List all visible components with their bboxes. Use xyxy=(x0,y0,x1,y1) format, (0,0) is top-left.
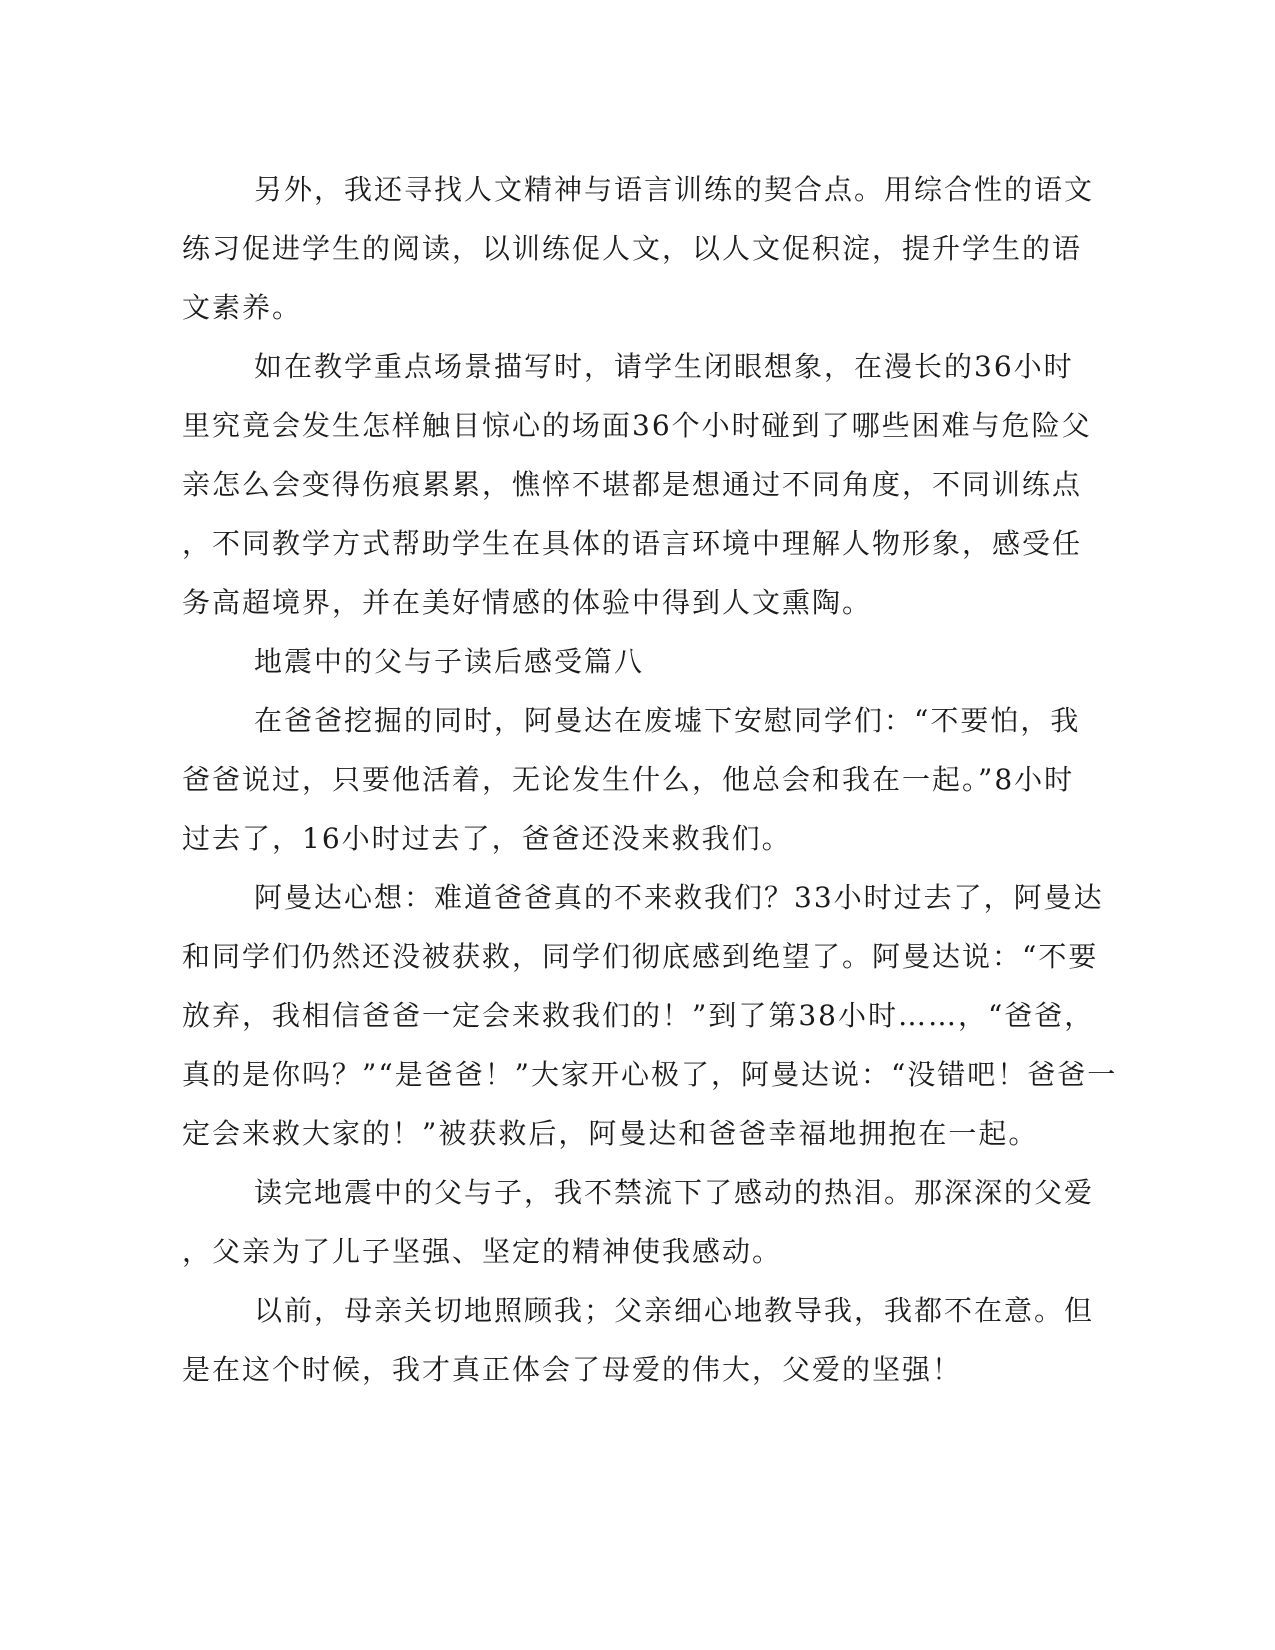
paragraph-line: 另外，我还寻找人文精神与语言训练的契合点。用综合性的语文 xyxy=(254,173,1095,206)
paragraph-line: 放弃，我相信爸爸一定会来救我们的！”到了第38小时……，“爸爸， xyxy=(182,999,1095,1032)
paragraph-line: 是在这个时候，我才真正体会了母爱的伟大，父爱的坚强！ xyxy=(182,1353,963,1386)
paragraph-line: 务高超境界，并在美好情感的体验中得到人文熏陶。 xyxy=(182,586,873,619)
paragraph-line: 真的是你吗？”“是爸爸！”大家开心极了，阿曼达说：“没错吧！爸爸一 xyxy=(182,1058,1118,1091)
paragraph-line: 里究竟会发生怎样触目惊心的场面36个小时碰到了哪些困难与危险父 xyxy=(182,409,1092,442)
paragraph-line: 爸爸说过，只要他活着，无论发生什么，他总会和我在一起。”8小时 xyxy=(182,763,1075,796)
paragraph-line: 定会来救大家的！”被获救后，阿曼达和爸爸幸福地拥抱在一起。 xyxy=(182,1117,1039,1150)
paragraph-line: ，不同教学方式帮助学生在具体的语言环境中理解人物形象，感受任 xyxy=(182,527,1083,560)
paragraph-line: 读完地震中的父与子，我不禁流下了感动的热泪。那深深的父爱 xyxy=(254,1176,1095,1209)
section-heading: 地震中的父与子读后感受篇八 xyxy=(254,645,645,678)
paragraph-line: 和同学们仍然还没被获救，同学们彻底感到绝望了。阿曼达说：“不要 xyxy=(182,940,1099,973)
paragraph-line: 阿曼达心想：难道爸爸真的不来救我们？33小时过去了，阿曼达 xyxy=(254,881,1104,914)
paragraph-line: 如在教学重点场景描写时，请学生闭眼想象，在漫长的36小时 xyxy=(254,350,1074,383)
paragraph-line: 过去了，16小时过去了，爸爸还没来救我们。 xyxy=(182,822,792,855)
paragraph-line: 文素养。 xyxy=(182,291,303,324)
paragraph-line: ，父亲为了儿子坚强、坚定的精神使我感动。 xyxy=(182,1235,783,1268)
paragraph-line: 练习促进学生的阅读，以训练促人文，以人文促积淀，提升学生的语 xyxy=(182,232,1083,265)
paragraph-line: 亲怎么会变得伤痕累累，憔悴不堪都是想通过不同角度，不同训练点 xyxy=(182,468,1083,501)
paragraph-line: 以前，母亲关切地照顾我；父亲细心地教导我，我都不在意。但 xyxy=(254,1294,1095,1327)
paragraph-line: 在爸爸挖掘的同时，阿曼达在废墟下安慰同学们：“不要怕，我 xyxy=(254,704,1081,737)
